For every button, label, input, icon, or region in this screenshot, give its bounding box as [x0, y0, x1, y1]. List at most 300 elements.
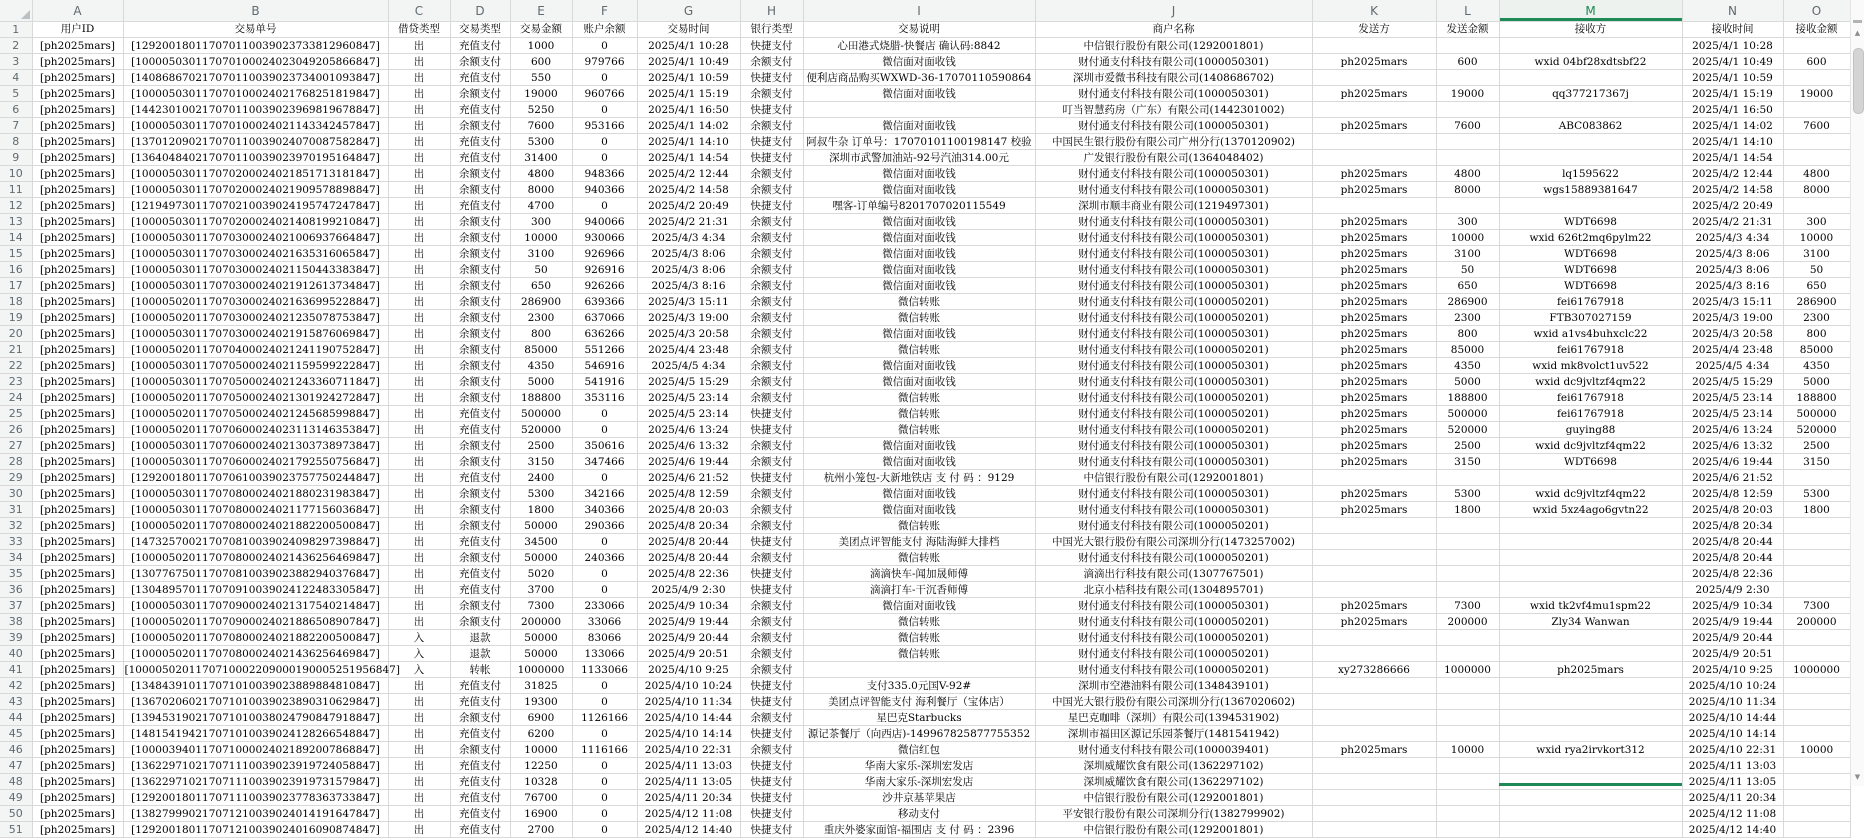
cell-L9[interactable] [1436, 150, 1499, 166]
cell-O39[interactable] [1783, 630, 1850, 646]
cell-D14[interactable]: 余额支付 [450, 230, 510, 246]
cell-L43[interactable] [1436, 694, 1499, 710]
cell-D3[interactable]: 余额支付 [450, 54, 510, 70]
cell-L40[interactable] [1436, 646, 1499, 662]
cell-C6[interactable]: 出 [388, 102, 450, 118]
cell-I15[interactable]: 微信面对面收钱 [803, 246, 1035, 262]
cell-K5[interactable]: ph2025mars [1312, 86, 1436, 102]
cell-H25[interactable]: 快捷支付 [740, 406, 803, 422]
cell-B31[interactable]: [100005030117070800024021177156036847] [123, 502, 388, 518]
cell-E41[interactable]: 1000000 [510, 662, 572, 678]
cell-D20[interactable]: 余额支付 [450, 326, 510, 342]
cell-H29[interactable]: 快捷支付 [740, 470, 803, 486]
cell-G27[interactable]: 2025/4/6 13:32 [637, 438, 740, 454]
cell-I4[interactable]: 便利店商品购买WXWD-36-17070110590864 [803, 70, 1035, 86]
cell-L20[interactable]: 800 [1436, 326, 1499, 342]
cell-G51[interactable]: 2025/4/12 14:40 [637, 822, 740, 838]
cell-A31[interactable]: [ph2025mars] [32, 502, 123, 518]
cell-D45[interactable]: 充值支付 [450, 726, 510, 742]
cell-I17[interactable]: 微信面对面收钱 [803, 278, 1035, 294]
column-header-B[interactable]: B [123, 0, 388, 22]
cell-O46[interactable]: 10000 [1783, 742, 1850, 758]
cell-K43[interactable] [1312, 694, 1436, 710]
row-number-13[interactable]: 13 [0, 214, 32, 230]
cell-N6[interactable]: 2025/4/1 16:50 [1682, 102, 1783, 118]
cell-N38[interactable]: 2025/4/9 19:44 [1682, 614, 1783, 630]
cell-A32[interactable]: [ph2025mars] [32, 518, 123, 534]
cell-K6[interactable] [1312, 102, 1436, 118]
cell-N46[interactable]: 2025/4/10 22:31 [1682, 742, 1783, 758]
cell-J39[interactable]: 财付通支付科技有限公司(1000050201) [1035, 630, 1312, 646]
cell-G28[interactable]: 2025/4/6 19:44 [637, 454, 740, 470]
cell-O10[interactable]: 4800 [1783, 166, 1850, 182]
cell-G4[interactable]: 2025/4/1 10:59 [637, 70, 740, 86]
row-number-41[interactable]: 41 [0, 662, 32, 678]
cell-O33[interactable] [1783, 534, 1850, 550]
cell-A3[interactable]: [ph2025mars] [32, 54, 123, 70]
row-number-35[interactable]: 35 [0, 566, 32, 582]
cell-A25[interactable]: [ph2025mars] [32, 406, 123, 422]
cell-G19[interactable]: 2025/4/3 19:00 [637, 310, 740, 326]
cell-O36[interactable] [1783, 582, 1850, 598]
cell-E5[interactable]: 19000 [510, 86, 572, 102]
cell-C12[interactable]: 出 [388, 198, 450, 214]
cell-D42[interactable]: 充值支付 [450, 678, 510, 694]
cell-H41[interactable]: 余额支付 [740, 662, 803, 678]
column-header-K[interactable]: K [1312, 0, 1436, 22]
cell-C10[interactable]: 出 [388, 166, 450, 182]
cell-H11[interactable]: 余额支付 [740, 182, 803, 198]
cell-M3[interactable]: wxid 04bf28xdtsbf22 [1499, 54, 1682, 70]
cell-O3[interactable]: 600 [1783, 54, 1850, 70]
cell-G40[interactable]: 2025/4/9 20:51 [637, 646, 740, 662]
cell-F3[interactable]: 979766 [572, 54, 637, 70]
cell-M2[interactable] [1499, 38, 1682, 54]
cell-D18[interactable]: 余额支付 [450, 294, 510, 310]
cell-F21[interactable]: 551266 [572, 342, 637, 358]
cell-G41[interactable]: 2025/4/10 9:25 [637, 662, 740, 678]
cell-K22[interactable]: ph2025mars [1312, 358, 1436, 374]
cell-E17[interactable]: 650 [510, 278, 572, 294]
field-header-L[interactable]: 发送金额 [1436, 22, 1499, 38]
cell-A39[interactable]: [ph2025mars] [32, 630, 123, 646]
cell-J29[interactable]: 中信银行股份有限公司(1292001801) [1035, 470, 1312, 486]
cell-M10[interactable]: lq1595622 [1499, 166, 1682, 182]
cell-N18[interactable]: 2025/4/3 15:11 [1682, 294, 1783, 310]
cell-A11[interactable]: [ph2025mars] [32, 182, 123, 198]
cell-B24[interactable]: [100005020117070500024021301924272847] [123, 390, 388, 406]
cell-G20[interactable]: 2025/4/3 20:58 [637, 326, 740, 342]
cell-N49[interactable]: 2025/4/11 20:34 [1682, 790, 1783, 806]
cell-N33[interactable]: 2025/4/8 20:44 [1682, 534, 1783, 550]
cell-F10[interactable]: 948366 [572, 166, 637, 182]
cell-O49[interactable] [1783, 790, 1850, 806]
cell-D32[interactable]: 余额支付 [450, 518, 510, 534]
cell-H42[interactable]: 快捷支付 [740, 678, 803, 694]
cell-N5[interactable]: 2025/4/1 15:19 [1682, 86, 1783, 102]
cell-K18[interactable]: ph2025mars [1312, 294, 1436, 310]
cell-J49[interactable]: 中信银行股份有限公司(1292001801) [1035, 790, 1312, 806]
cell-H18[interactable]: 余额支付 [740, 294, 803, 310]
cell-F11[interactable]: 940366 [572, 182, 637, 198]
column-header-A[interactable]: A [32, 0, 123, 22]
cell-A28[interactable]: [ph2025mars] [32, 454, 123, 470]
cell-H38[interactable]: 余额支付 [740, 614, 803, 630]
column-header-O[interactable]: O [1783, 0, 1850, 22]
cell-B7[interactable]: [100005030117070100024021143342457847] [123, 118, 388, 134]
cell-D41[interactable]: 转帐 [450, 662, 510, 678]
cell-J40[interactable]: 财付通支付科技有限公司(1000050201) [1035, 646, 1312, 662]
cell-A17[interactable]: [ph2025mars] [32, 278, 123, 294]
cell-K14[interactable]: ph2025mars [1312, 230, 1436, 246]
cell-D10[interactable]: 余额支付 [450, 166, 510, 182]
cell-O20[interactable]: 800 [1783, 326, 1850, 342]
cell-H48[interactable]: 快捷支付 [740, 774, 803, 790]
cell-J13[interactable]: 财付通支付科技有限公司(1000050301) [1035, 214, 1312, 230]
field-header-M[interactable]: 接收方 [1499, 22, 1682, 38]
row-number-6[interactable]: 6 [0, 102, 32, 118]
cell-E14[interactable]: 10000 [510, 230, 572, 246]
cell-F35[interactable]: 0 [572, 566, 637, 582]
cell-K7[interactable]: ph2025mars [1312, 118, 1436, 134]
cell-I30[interactable]: 微信面对面收钱 [803, 486, 1035, 502]
cell-O40[interactable] [1783, 646, 1850, 662]
cell-H2[interactable]: 快捷支付 [740, 38, 803, 54]
cell-L35[interactable] [1436, 566, 1499, 582]
cell-I33[interactable]: 美团点评智能支付 海陆海鲜大排档 [803, 534, 1035, 550]
cell-M47[interactable] [1499, 758, 1682, 774]
cell-G49[interactable]: 2025/4/11 20:34 [637, 790, 740, 806]
cell-C3[interactable]: 出 [388, 54, 450, 70]
cell-N45[interactable]: 2025/4/10 14:14 [1682, 726, 1783, 742]
cell-N26[interactable]: 2025/4/6 13:24 [1682, 422, 1783, 438]
cell-G46[interactable]: 2025/4/10 22:31 [637, 742, 740, 758]
cell-N3[interactable]: 2025/4/1 10:49 [1682, 54, 1783, 70]
cell-E10[interactable]: 4800 [510, 166, 572, 182]
cell-H40[interactable]: 余额支付 [740, 646, 803, 662]
cell-I24[interactable]: 微信转账 [803, 390, 1035, 406]
cell-C30[interactable]: 出 [388, 486, 450, 502]
cell-A49[interactable]: [ph2025mars] [32, 790, 123, 806]
cell-B35[interactable]: [130776750117070810039023882940376847] [123, 566, 388, 582]
cell-G2[interactable]: 2025/4/1 10:28 [637, 38, 740, 54]
cell-G37[interactable]: 2025/4/9 10:34 [637, 598, 740, 614]
cell-J8[interactable]: 中国民生银行股份有限公司广州分行(1370120902) [1035, 134, 1312, 150]
cell-J12[interactable]: 深圳市顺丰商业有限公司(1219497301) [1035, 198, 1312, 214]
cell-E35[interactable]: 5020 [510, 566, 572, 582]
cell-E48[interactable]: 10328 [510, 774, 572, 790]
field-header-J[interactable]: 商户名称 [1035, 22, 1312, 38]
cell-G29[interactable]: 2025/4/6 21:52 [637, 470, 740, 486]
cell-M28[interactable]: WDT6698 [1499, 454, 1682, 470]
cell-B38[interactable]: [100005020117070900024021886508907847] [123, 614, 388, 630]
row-number-20[interactable]: 20 [0, 326, 32, 342]
cell-J28[interactable]: 财付通支付科技有限公司(1000050301) [1035, 454, 1312, 470]
cell-L5[interactable]: 19000 [1436, 86, 1499, 102]
cell-F8[interactable]: 0 [572, 134, 637, 150]
cell-A5[interactable]: [ph2025mars] [32, 86, 123, 102]
cell-H43[interactable]: 快捷支付 [740, 694, 803, 710]
row-number-10[interactable]: 10 [0, 166, 32, 182]
cell-H51[interactable]: 快捷支付 [740, 822, 803, 838]
row-number-18[interactable]: 18 [0, 294, 32, 310]
cell-C4[interactable]: 出 [388, 70, 450, 86]
row-number-14[interactable]: 14 [0, 230, 32, 246]
cell-I5[interactable]: 微信面对面收钱 [803, 86, 1035, 102]
cell-M14[interactable]: wxid 626t2mq6pylm22 [1499, 230, 1682, 246]
cell-I20[interactable]: 微信面对面收钱 [803, 326, 1035, 342]
cell-O27[interactable]: 2500 [1783, 438, 1850, 454]
cell-F18[interactable]: 639366 [572, 294, 637, 310]
cell-K28[interactable]: ph2025mars [1312, 454, 1436, 470]
cell-C24[interactable]: 出 [388, 390, 450, 406]
cell-E24[interactable]: 188800 [510, 390, 572, 406]
cell-I46[interactable]: 微信红包 [803, 742, 1035, 758]
cell-D11[interactable]: 余额支付 [450, 182, 510, 198]
row-number-39[interactable]: 39 [0, 630, 32, 646]
cell-C36[interactable]: 出 [388, 582, 450, 598]
cell-K19[interactable]: ph2025mars [1312, 310, 1436, 326]
cell-O9[interactable] [1783, 150, 1850, 166]
cell-K45[interactable] [1312, 726, 1436, 742]
cell-H35[interactable]: 快捷支付 [740, 566, 803, 582]
cell-C46[interactable]: 出 [388, 742, 450, 758]
cell-M15[interactable]: WDT6698 [1499, 246, 1682, 262]
cell-K30[interactable]: ph2025mars [1312, 486, 1436, 502]
cell-L32[interactable] [1436, 518, 1499, 534]
cell-J33[interactable]: 中国光大银行股份有限公司深圳分行(1473257002) [1035, 534, 1312, 550]
cell-H33[interactable]: 快捷支付 [740, 534, 803, 550]
cell-A45[interactable]: [ph2025mars] [32, 726, 123, 742]
cell-O5[interactable]: 19000 [1783, 86, 1850, 102]
cell-A6[interactable]: [ph2025mars] [32, 102, 123, 118]
row-number-21[interactable]: 21 [0, 342, 32, 358]
cell-C2[interactable]: 出 [388, 38, 450, 54]
cell-B48[interactable]: [136229710217071110039023919731579847] [123, 774, 388, 790]
row-number-7[interactable]: 7 [0, 118, 32, 134]
cell-E34[interactable]: 50000 [510, 550, 572, 566]
cell-N39[interactable]: 2025/4/9 20:44 [1682, 630, 1783, 646]
column-header-J[interactable]: J [1035, 0, 1312, 22]
field-header-G[interactable]: 交易时间 [637, 22, 740, 38]
cell-J44[interactable]: 星巴克咖啡（深圳）有限公司(1394531902) [1035, 710, 1312, 726]
cell-N20[interactable]: 2025/4/3 20:58 [1682, 326, 1783, 342]
cell-L16[interactable]: 50 [1436, 262, 1499, 278]
cell-N29[interactable]: 2025/4/6 21:52 [1682, 470, 1783, 486]
column-header-L[interactable]: L [1436, 0, 1499, 22]
cell-A8[interactable]: [ph2025mars] [32, 134, 123, 150]
cell-M31[interactable]: wxid 5xz4ago6gvtn22 [1499, 502, 1682, 518]
cell-E22[interactable]: 4350 [510, 358, 572, 374]
cell-G42[interactable]: 2025/4/10 10:24 [637, 678, 740, 694]
row-number-32[interactable]: 32 [0, 518, 32, 534]
cell-K15[interactable]: ph2025mars [1312, 246, 1436, 262]
row-number-27[interactable]: 27 [0, 438, 32, 454]
cell-O21[interactable]: 85000 [1783, 342, 1850, 358]
cell-M22[interactable]: wxid mk8volct1uv522 [1499, 358, 1682, 374]
cell-M33[interactable] [1499, 534, 1682, 550]
cell-C23[interactable]: 出 [388, 374, 450, 390]
cell-K13[interactable]: ph2025mars [1312, 214, 1436, 230]
cell-O16[interactable]: 50 [1783, 262, 1850, 278]
cell-E13[interactable]: 300 [510, 214, 572, 230]
cell-I14[interactable]: 微信面对面收钱 [803, 230, 1035, 246]
cell-O12[interactable] [1783, 198, 1850, 214]
cell-F16[interactable]: 926916 [572, 262, 637, 278]
cell-D6[interactable]: 充值支付 [450, 102, 510, 118]
cell-K20[interactable]: ph2025mars [1312, 326, 1436, 342]
cell-J34[interactable]: 财付通支付科技有限公司(1000050201) [1035, 550, 1312, 566]
cell-A44[interactable]: [ph2025mars] [32, 710, 123, 726]
cell-J41[interactable]: 财付通支付科技有限公司(1000050201) [1035, 662, 1312, 678]
cell-O19[interactable]: 2300 [1783, 310, 1850, 326]
cell-G35[interactable]: 2025/4/8 22:36 [637, 566, 740, 582]
cell-N47[interactable]: 2025/4/11 13:03 [1682, 758, 1783, 774]
cell-D27[interactable]: 余额支付 [450, 438, 510, 454]
cell-C44[interactable]: 出 [388, 710, 450, 726]
cell-N51[interactable]: 2025/4/12 14:40 [1682, 822, 1783, 838]
cell-C38[interactable]: 出 [388, 614, 450, 630]
cell-B22[interactable]: [100005030117070500024021159599222847] [123, 358, 388, 374]
cell-M44[interactable] [1499, 710, 1682, 726]
cell-L7[interactable]: 7600 [1436, 118, 1499, 134]
cell-G23[interactable]: 2025/4/5 15:29 [637, 374, 740, 390]
cell-D34[interactable]: 余额支付 [450, 550, 510, 566]
cell-D43[interactable]: 充值支付 [450, 694, 510, 710]
cell-A26[interactable]: [ph2025mars] [32, 422, 123, 438]
cell-L44[interactable] [1436, 710, 1499, 726]
cell-L13[interactable]: 300 [1436, 214, 1499, 230]
cell-F26[interactable]: 0 [572, 422, 637, 438]
cell-N13[interactable]: 2025/4/2 21:31 [1682, 214, 1783, 230]
cell-K29[interactable] [1312, 470, 1436, 486]
cell-H17[interactable]: 余额支付 [740, 278, 803, 294]
cell-A21[interactable]: [ph2025mars] [32, 342, 123, 358]
cell-O15[interactable]: 3100 [1783, 246, 1850, 262]
cell-A37[interactable]: [ph2025mars] [32, 598, 123, 614]
cell-J32[interactable]: 财付通支付科技有限公司(1000050201) [1035, 518, 1312, 534]
cell-B23[interactable]: [100005030117070500024021243360711847] [123, 374, 388, 390]
cell-F36[interactable]: 0 [572, 582, 637, 598]
cell-L47[interactable] [1436, 758, 1499, 774]
cell-A34[interactable]: [ph2025mars] [32, 550, 123, 566]
cell-K39[interactable] [1312, 630, 1436, 646]
cell-I18[interactable]: 微信转账 [803, 294, 1035, 310]
cell-F51[interactable]: 0 [572, 822, 637, 838]
cell-I23[interactable]: 微信面对面收钱 [803, 374, 1035, 390]
cell-C39[interactable]: 入 [388, 630, 450, 646]
cell-I45[interactable]: 源记茶餐厅（向西店)-149967825877755352 [803, 726, 1035, 742]
row-number-30[interactable]: 30 [0, 486, 32, 502]
cell-C43[interactable]: 出 [388, 694, 450, 710]
cell-G17[interactable]: 2025/4/3 8:16 [637, 278, 740, 294]
cell-K8[interactable] [1312, 134, 1436, 150]
cell-C11[interactable]: 出 [388, 182, 450, 198]
cell-L51[interactable] [1436, 822, 1499, 838]
cell-O2[interactable] [1783, 38, 1850, 54]
cell-D19[interactable]: 余额支付 [450, 310, 510, 326]
cell-F12[interactable]: 0 [572, 198, 637, 214]
row-number-28[interactable]: 28 [0, 454, 32, 470]
cell-B47[interactable]: [136229710217071110039023919724058847] [123, 758, 388, 774]
cell-J10[interactable]: 财付通支付科技有限公司(1000050301) [1035, 166, 1312, 182]
cell-D38[interactable]: 余额支付 [450, 614, 510, 630]
cell-O35[interactable] [1783, 566, 1850, 582]
cell-F47[interactable]: 0 [572, 758, 637, 774]
row-number-42[interactable]: 42 [0, 678, 32, 694]
cell-I25[interactable]: 微信转账 [803, 406, 1035, 422]
cell-F24[interactable]: 353116 [572, 390, 637, 406]
cell-K17[interactable]: ph2025mars [1312, 278, 1436, 294]
cell-B13[interactable]: [100005030117070200024021408199210847] [123, 214, 388, 230]
cell-D2[interactable]: 充值支付 [450, 38, 510, 54]
cell-N19[interactable]: 2025/4/3 19:00 [1682, 310, 1783, 326]
cell-I35[interactable]: 滴滴快车-闻加晟师傅 [803, 566, 1035, 582]
row-number-37[interactable]: 37 [0, 598, 32, 614]
cell-B29[interactable]: [129200180117070610039023757750244847] [123, 470, 388, 486]
cell-B28[interactable]: [100005030117070600024021792550756847] [123, 454, 388, 470]
cell-K42[interactable] [1312, 678, 1436, 694]
row-number-1[interactable]: 1 [0, 22, 32, 38]
cell-B26[interactable]: [100005020117070600024023113146353847] [123, 422, 388, 438]
cell-E7[interactable]: 7600 [510, 118, 572, 134]
cell-M11[interactable]: wgs15889381647 [1499, 182, 1682, 198]
cell-O38[interactable]: 200000 [1783, 614, 1850, 630]
cell-C20[interactable]: 出 [388, 326, 450, 342]
cell-H26[interactable]: 快捷支付 [740, 422, 803, 438]
cell-A18[interactable]: [ph2025mars] [32, 294, 123, 310]
cell-N2[interactable]: 2025/4/1 10:28 [1682, 38, 1783, 54]
cell-C25[interactable]: 出 [388, 406, 450, 422]
cell-K40[interactable] [1312, 646, 1436, 662]
cell-B33[interactable]: [147325700217070810039024098297398847] [123, 534, 388, 550]
cell-H9[interactable]: 快捷支付 [740, 150, 803, 166]
cell-E30[interactable]: 5300 [510, 486, 572, 502]
cell-K36[interactable] [1312, 582, 1436, 598]
cell-B43[interactable]: [136702060217071010039023890310629847] [123, 694, 388, 710]
cell-N17[interactable]: 2025/4/3 8:16 [1682, 278, 1783, 294]
cell-B42[interactable]: [134843910117071010039023889884810847] [123, 678, 388, 694]
cell-D21[interactable]: 余额支付 [450, 342, 510, 358]
cell-K44[interactable] [1312, 710, 1436, 726]
cell-C33[interactable]: 出 [388, 534, 450, 550]
cell-C7[interactable]: 出 [388, 118, 450, 134]
cell-J20[interactable]: 财付通支付科技有限公司(1000050301) [1035, 326, 1312, 342]
cell-C28[interactable]: 出 [388, 454, 450, 470]
cell-F30[interactable]: 342166 [572, 486, 637, 502]
cell-C19[interactable]: 出 [388, 310, 450, 326]
cell-E32[interactable]: 50000 [510, 518, 572, 534]
column-header-C[interactable]: C [388, 0, 450, 22]
cell-J30[interactable]: 财付通支付科技有限公司(1000050301) [1035, 486, 1312, 502]
row-number-8[interactable]: 8 [0, 134, 32, 150]
cell-N30[interactable]: 2025/4/8 12:59 [1682, 486, 1783, 502]
cell-A24[interactable]: [ph2025mars] [32, 390, 123, 406]
cell-F44[interactable]: 1126166 [572, 710, 637, 726]
cell-F9[interactable]: 0 [572, 150, 637, 166]
cell-I9[interactable]: 深圳市武警加油站-92号汽油314.00元 [803, 150, 1035, 166]
cell-M23[interactable]: wxid dc9jvltzf4qm22 [1499, 374, 1682, 390]
cell-B15[interactable]: [100005030117070300024021635316065847] [123, 246, 388, 262]
cell-B49[interactable]: [129200180117071110039023778363733847] [123, 790, 388, 806]
cell-A50[interactable]: [ph2025mars] [32, 806, 123, 822]
cell-F14[interactable]: 930066 [572, 230, 637, 246]
cell-M9[interactable] [1499, 150, 1682, 166]
cell-H49[interactable]: 快捷支付 [740, 790, 803, 806]
row-number-46[interactable]: 46 [0, 742, 32, 758]
cell-A48[interactable]: [ph2025mars] [32, 774, 123, 790]
cell-B8[interactable]: [137012090217070110039024070087582847] [123, 134, 388, 150]
